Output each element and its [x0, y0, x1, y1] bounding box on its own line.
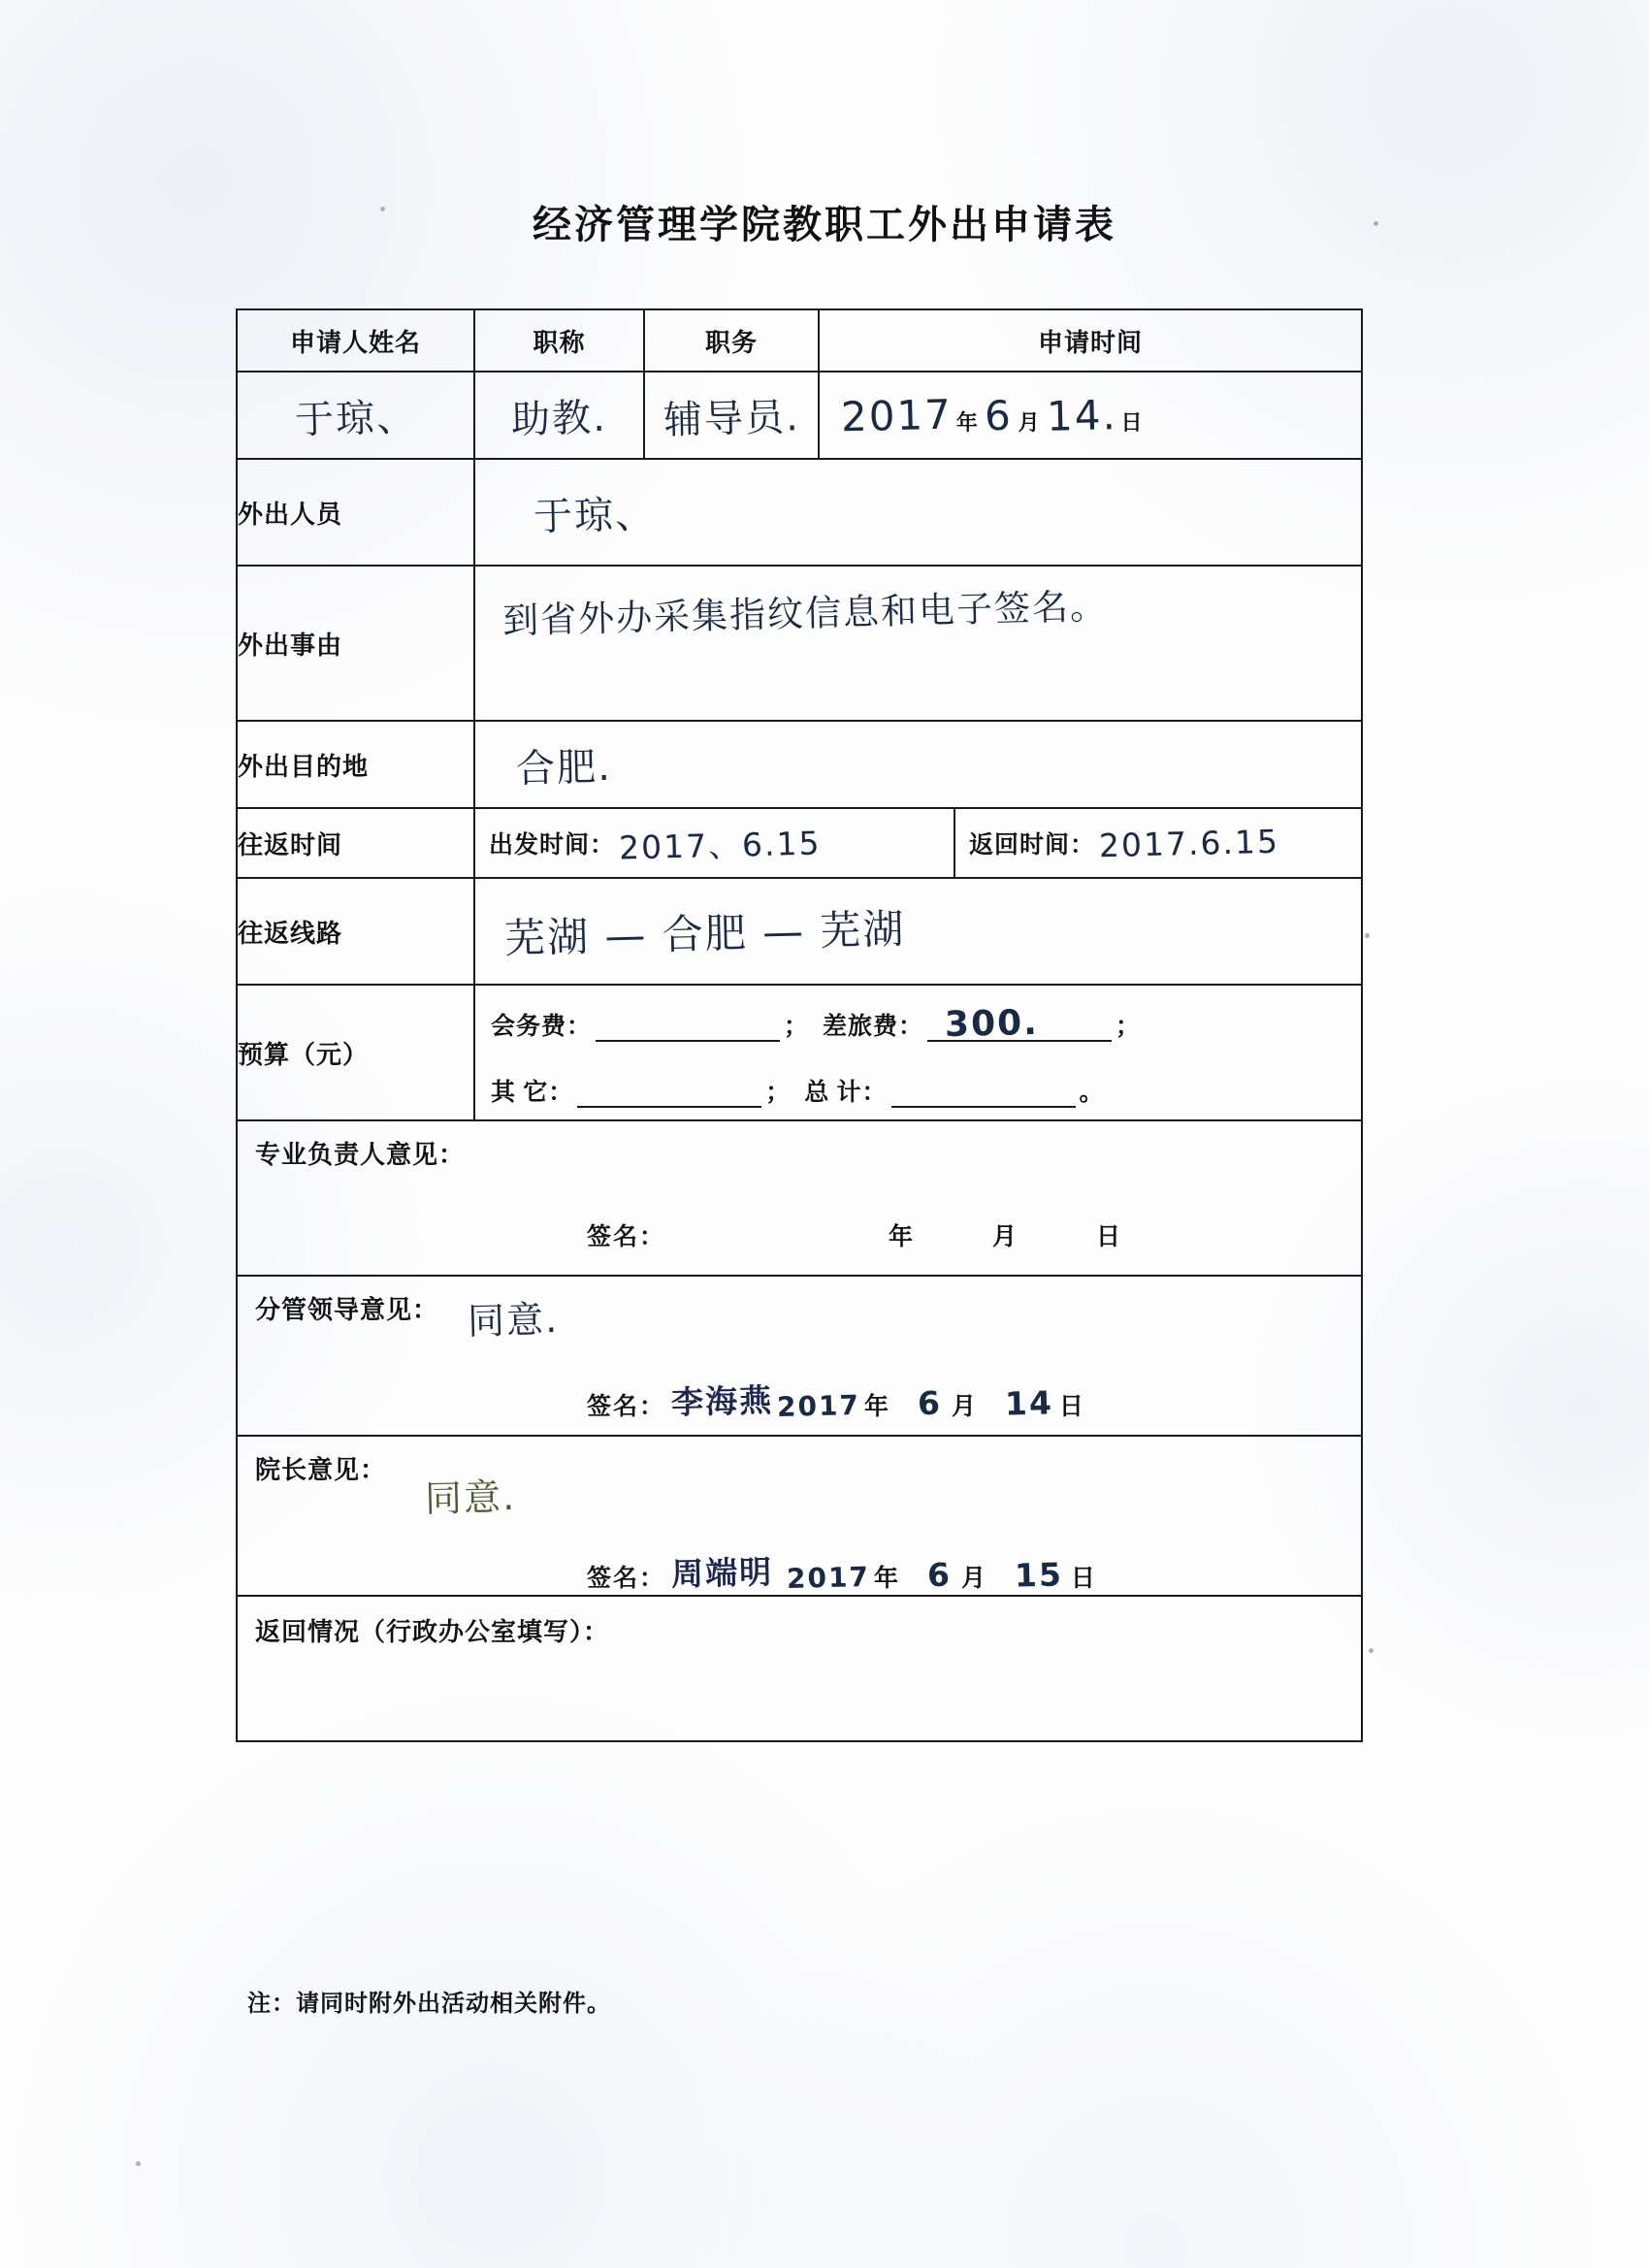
- field-destination[interactable]: [474, 721, 1362, 808]
- dept-leader-year-handwriting: 2017: [776, 1388, 861, 1424]
- footer-note: 注：请同时附外出活动相关附件。: [247, 1992, 611, 2017]
- label-route: 往返线路: [237, 878, 474, 985]
- dept-leader-day-handwriting: 14: [1004, 1383, 1054, 1423]
- input-budget-total[interactable]: [891, 1079, 1076, 1108]
- label-budget-travel: 差旅费：: [823, 1014, 924, 1040]
- table-header-row: [237, 309, 1362, 372]
- field-major-leader-opinion[interactable]: [237, 1120, 1362, 1276]
- position-handwriting: 辅导员.: [663, 394, 800, 443]
- label-major-leader-year: 年: [889, 1224, 916, 1250]
- field-title-rank[interactable]: [474, 372, 644, 459]
- label-dept-leader-opinion: 分管领导意见：: [255, 1296, 439, 1324]
- label-dean-month: 月: [960, 1566, 987, 1592]
- travelers-handwriting: 于琼、: [533, 491, 657, 540]
- field-reason[interactable]: [474, 566, 1362, 721]
- input-budget-meeting[interactable]: [596, 1013, 780, 1042]
- dept-leader-month-handwriting: 6: [917, 1383, 943, 1423]
- header-apply-time: 申请时间: [819, 309, 1362, 372]
- scan-speck: [1369, 1648, 1374, 1653]
- dept-leader-signature-handwriting: 李海燕: [670, 1380, 774, 1422]
- field-budget[interactable]: [474, 985, 1362, 1120]
- label-major-leader-sign: 签名：: [587, 1224, 666, 1250]
- applicant-name-handwriting: 于琼、: [294, 394, 418, 443]
- label-dept-leader-sign: 签名：: [587, 1394, 666, 1420]
- label-travelers: 外出人员: [237, 459, 474, 566]
- header-title-rank: 职称: [474, 309, 644, 372]
- field-return-time[interactable]: [954, 808, 1362, 878]
- return-time-handwriting: 2017.6.15: [1098, 822, 1280, 864]
- input-budget-other[interactable]: [577, 1079, 761, 1108]
- apply-year-unit: 年: [955, 409, 979, 435]
- table-value-row: [237, 372, 1362, 459]
- apply-month-unit: 月: [1018, 409, 1041, 435]
- apply-year-handwriting: 2017: [840, 390, 954, 440]
- field-travelers[interactable]: [474, 459, 1362, 566]
- label-roundtrip-time: 往返时间: [237, 808, 474, 878]
- field-return-status[interactable]: [237, 1596, 1362, 1741]
- label-dean-opinion: 院长意见：: [255, 1456, 387, 1484]
- label-budget-total: 总 计：: [804, 1080, 888, 1106]
- label-major-leader-month: 月: [992, 1224, 1019, 1250]
- row-major-leader-opinion: [237, 1120, 1362, 1276]
- field-position[interactable]: [644, 372, 819, 459]
- label-reason: 外出事由: [237, 566, 474, 721]
- label-dept-leader-day: 日: [1058, 1394, 1085, 1420]
- budget-end-period: 。: [1079, 1080, 1105, 1106]
- page-title: 经济管理学院教职工外出申请表: [533, 203, 1116, 246]
- label-major-leader-day: 日: [1096, 1224, 1123, 1250]
- row-reason: [237, 566, 1362, 721]
- destination-handwriting: 合肥.: [515, 744, 613, 792]
- scan-speck: [136, 2161, 141, 2166]
- title-rank-handwriting: 助教.: [510, 395, 608, 442]
- apply-day-handwriting: 14.: [1046, 390, 1118, 440]
- row-route: [237, 878, 1362, 985]
- label-depart-time: 出发时间：: [489, 832, 616, 859]
- row-roundtrip-time: [237, 808, 1362, 878]
- field-dean-opinion[interactable]: [237, 1436, 1362, 1596]
- field-dept-leader-opinion[interactable]: [237, 1276, 1362, 1436]
- budget-travel-handwriting: 300.: [944, 1002, 1040, 1046]
- row-destination: [237, 721, 1362, 808]
- label-budget: 预算（元）: [237, 985, 474, 1120]
- row-budget: [237, 985, 1362, 1120]
- row-dept-leader-opinion: [237, 1276, 1362, 1436]
- header-position: 职务: [644, 309, 819, 372]
- label-dean-year: 年: [873, 1566, 900, 1592]
- label-return-time: 返回时间：: [969, 832, 1096, 859]
- row-travelers: [237, 459, 1362, 566]
- label-dean-day: 日: [1070, 1566, 1097, 1592]
- row-return-status: [237, 1596, 1362, 1741]
- dean-signature-handwriting: 周端明: [670, 1552, 774, 1594]
- dean-year-handwriting: 2017: [786, 1560, 871, 1596]
- reason-handwriting: 到省外办采集指纹信息和电子签名。: [501, 585, 1109, 642]
- label-budget-meeting: 会务费：: [491, 1014, 593, 1040]
- field-apply-time[interactable]: [819, 372, 1362, 459]
- label-dean-sign: 签名：: [587, 1566, 666, 1592]
- label-dept-leader-month: 月: [951, 1394, 978, 1420]
- apply-month-handwriting: 6: [984, 391, 1014, 439]
- label-major-leader-opinion: 专业负责人意见：: [255, 1141, 466, 1169]
- label-budget-other: 其 它：: [491, 1080, 574, 1106]
- row-dean-opinion: [237, 1436, 1362, 1596]
- budget-sep-2: ；: [1116, 1014, 1142, 1040]
- dean-opinion-handwriting: 同意.: [424, 1474, 517, 1521]
- budget-sep-3: ；: [765, 1080, 792, 1106]
- dept-leader-opinion-handwriting: 同意.: [467, 1297, 560, 1344]
- application-form: [236, 308, 1361, 1742]
- depart-time-handwriting: 2017、6.15: [618, 823, 822, 867]
- dean-day-handwriting: 15: [1014, 1555, 1064, 1595]
- label-return-status: 返回情况（行政办公室填写）：: [255, 1618, 610, 1646]
- label-dept-leader-year: 年: [863, 1394, 890, 1420]
- field-applicant-name[interactable]: [237, 372, 474, 459]
- label-destination: 外出目的地: [237, 721, 474, 808]
- field-depart-time[interactable]: [474, 808, 954, 878]
- route-handwriting: 芜湖 — 合肥 — 芜湖: [503, 904, 907, 963]
- header-applicant-name: 申请人姓名: [237, 309, 474, 372]
- field-route[interactable]: [474, 878, 1362, 985]
- input-budget-travel[interactable]: [927, 1002, 1112, 1046]
- dean-month-handwriting: 6: [926, 1555, 953, 1595]
- apply-day-unit: 日: [1120, 409, 1144, 435]
- scan-speck: [1365, 933, 1370, 938]
- budget-sep-1: ；: [784, 1014, 810, 1040]
